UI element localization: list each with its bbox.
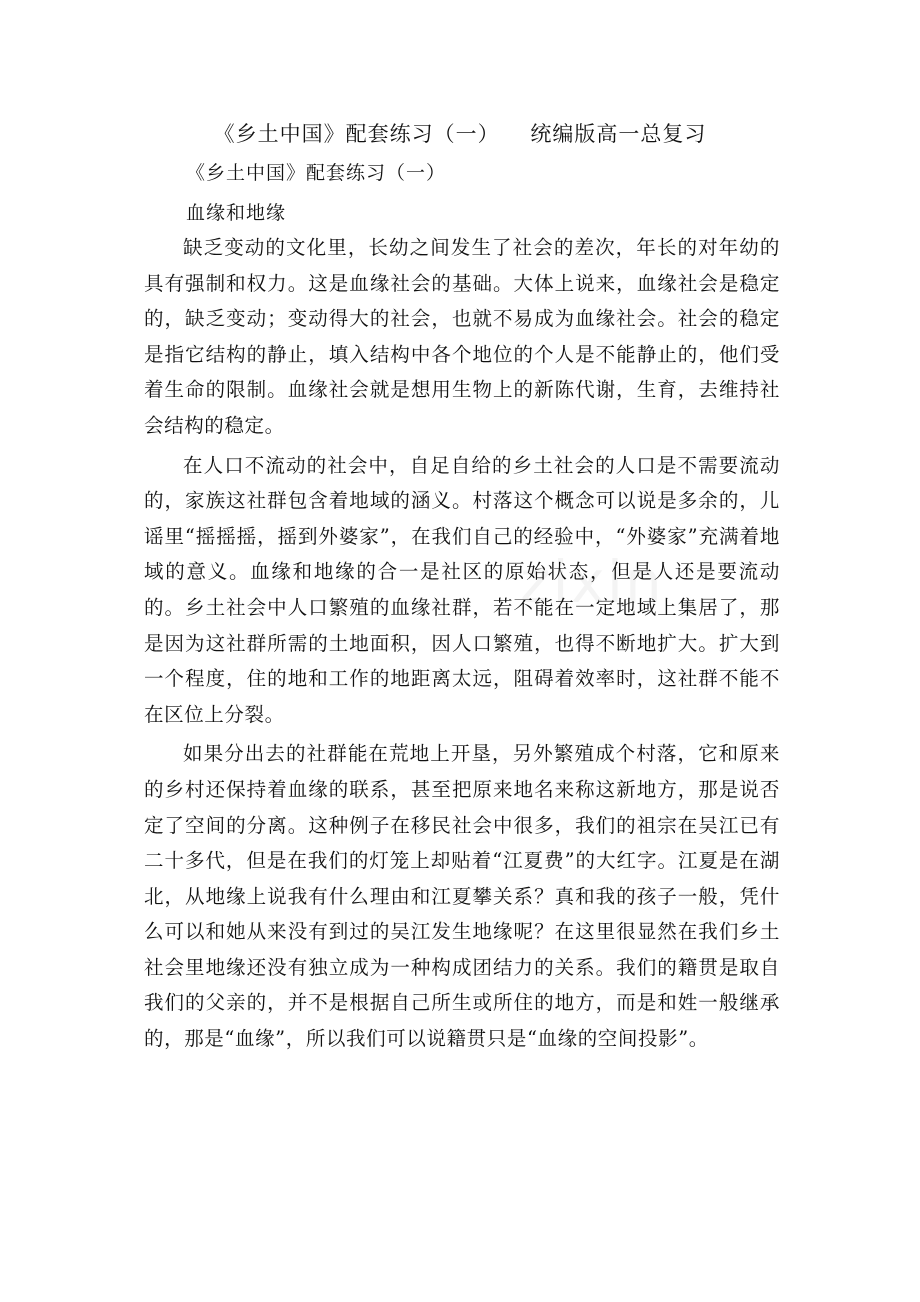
body-text [144, 230, 780, 1061]
paragraph-3: 如果分出去的社群能在荒地上开垦，另外繁殖成个村落，它和原来的乡村还保持着血缘的联系，甚至把原来地名来称这新地方，那是说否定了空间的分离。这种例子在移民社会中很多，我们的祖宗在吴江已有二十多代，但是在我们的灯笼上却贴着“江夏费”的大红字。江夏是在湖北，从地缘上说我有什么理由和江夏攀关系？真和我的孩子一般，凭什么可以和她从来没有到过的吴江发生地缘呢？在这里很显然在我们乡土社会里地缘还没有独立成为一种构成团结力的关系。我们的籍贯是取自我们的父亲的，并不是根据自己所生或所住的地方，而是和姓一般继承的，那是“血缘”，所以我们可以说籍贯只是“血缘的空间投影”。 [144, 742, 780, 1051]
section-heading: 血缘和地缘 [186, 202, 287, 224]
document-title: 《乡土中国》配套练习（一） 统编版高一总复习 [213, 122, 707, 146]
document-subtitle: 《乡土中国》配套练习（一） [186, 162, 447, 184]
paragraph-1: 缺乏变动的文化里，长幼之间发生了社会的差次，年长的对年幼的具有强制和权力。这是血缘社会的基础。大体上说来，血缘社会是稳定的，缺乏变动；变动得大的社会，也就不易成为血缘社会。社会的稳定是指它结构的静止，填入结构中各个地位的个人是不能静止的，他们受着生命的限制。血缘社会就是想用生物上的新陈代谢，生育，去维持社会结构的稳定。 [144, 236, 780, 437]
paragraph-2: 在人口不流动的社会中，自足自给的乡土社会的人口是不需要流动的，家族这社群包含着地域的涵义。村落这个概念可以说是多余的，儿谣里“摇摇摇，摇到外婆家”，在我们自己的经验中，“外婆家”充满着地域的意义。血缘和地缘的合一是社区的原始状态，但是人还是要流动的。乡土社会中人口繁殖的血缘社群，若不能在一定地域上集居了，那是因为这社群所需的土地面积，因人口繁殖，也得不断地扩大。扩大到一个程度，住的地和工作的地距离太远，阻碍着效率时，这社群不能不在区位上分裂。 [144, 453, 780, 726]
